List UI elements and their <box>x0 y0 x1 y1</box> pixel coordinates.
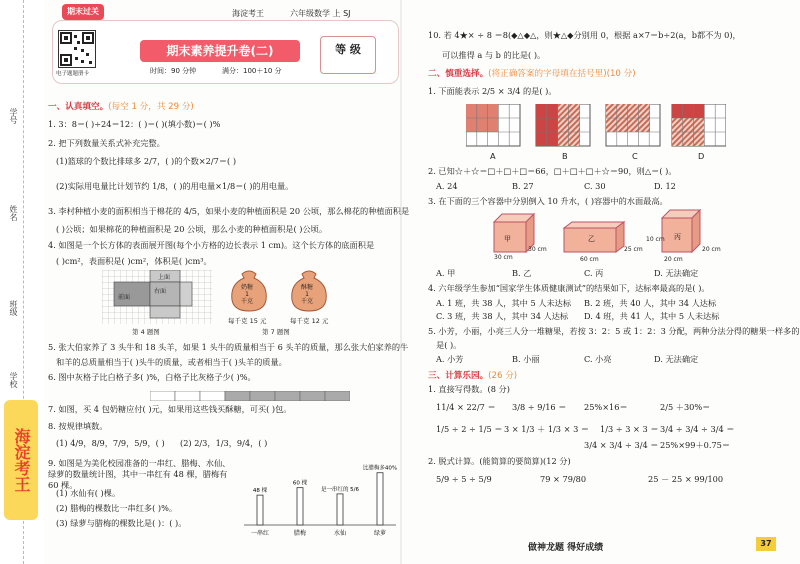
dim-5: 10 cm <box>646 236 665 243</box>
bar-label-3: 比腊梅多40% <box>362 465 398 472</box>
l-q9a: 9. 如图是为美化校园准备的一串红、腊梅、水仙、绿萝的数量统计图，其中一串红有 48 棵，腊梅有 60 棵。 <box>48 458 231 490</box>
l-q6: 6. 图中灰格子比白格子多( )%，白格子比灰格子少( )%。 <box>48 372 256 382</box>
q1-fraction-grids <box>466 104 726 148</box>
grade-label: 等 级 <box>335 43 361 56</box>
r-q2-a: A. 24 <box>436 181 458 191</box>
footer-slogan: 做神龙题 得好成绩 <box>528 543 604 553</box>
r-q4-a: A. 1 班，共 38 人，其中 5 人未达标 <box>436 298 572 308</box>
r-q5-b: B. 小丽 <box>512 354 540 364</box>
l-q8-2: (2) 2/3，1/3，9/4，( ) <box>180 438 268 448</box>
l-q5a: 5. 张大伯家养了 3 头牛和 18 头羊，如果 1 头牛的质量相当于 6 头羊的质量，那么张大伯家养的牛 <box>48 342 409 352</box>
l-q2-1: (1)篮球的个数比排球多 2/7，( )的个数×2/7＝( ) <box>56 156 237 166</box>
l-q8: 8. 按规律填数。 <box>48 421 108 431</box>
calc-4: 2/5 ＋30%＝ <box>660 402 711 412</box>
category-label-1: 腊梅 <box>293 530 307 537</box>
brand-logo: 海淀考王 <box>4 400 38 520</box>
section-3-heading: 三、计算乐园。 <box>428 371 489 381</box>
r-q5a: 5. 小芳，小丽，小亮三人分一堆糖果，若按 3：2：5 或 1：2：3 分配，两种分法分得的糖果一样多的 <box>428 326 800 336</box>
l-q2-2: (2)实际用电量比计划节约 1/8，( )的用电量×1/8＝( )的用电量。 <box>56 181 294 191</box>
section-1-heading: 一、认真填空。 <box>48 102 109 112</box>
grid-d <box>672 104 726 146</box>
series-name: 海淀考王 <box>232 9 264 18</box>
badge-final: 期末过关 <box>62 4 104 20</box>
page-spine <box>400 0 402 564</box>
box-label-yi: 乙 <box>588 235 595 243</box>
r-q2-d: D. 12 <box>654 181 676 191</box>
r-q2: 2. 已知☆＋☆＝□＋□＋□＝66，□＋□＋□＋☆＝90，则△＝( )。 <box>428 166 677 176</box>
r-c2: 2. 脱式计算。(能简算的要简算)(12 分) <box>428 456 571 466</box>
r-q3-b: B. 乙 <box>512 268 532 278</box>
r-q3-a: A. 甲 <box>436 268 456 278</box>
calc-2: 3/8 ÷ 9/16 ＝ <box>512 402 567 412</box>
fig4-caption: 第 4 题图 <box>132 328 160 336</box>
fig4-label-top: 上面 <box>158 274 171 281</box>
label-student-id: 学号 <box>9 108 18 124</box>
bag2-qty: 1 <box>305 291 309 298</box>
l-q8-1: (1) 4/9，8/9，7/9，5/9，( ) <box>56 438 165 448</box>
qr-code[interactable] <box>58 30 96 68</box>
opt-d: D <box>698 151 705 161</box>
r-q4-c: C. 3 班，共 38 人，其中 34 人达标 <box>436 311 569 321</box>
r-q3-c: C. 丙 <box>584 268 604 278</box>
grade-info: 六年级数学 上 SJ <box>290 9 351 18</box>
opt-b: B <box>562 151 568 161</box>
qr-caption: 电子题题册卡 <box>56 71 90 77</box>
calc2-2: 79 × 79/80 <box>540 474 587 484</box>
l-q2: 2. 把下列数量关系式补充完整。 <box>48 138 165 148</box>
calc-10: 25%×99＋0.75＝ <box>660 440 731 450</box>
r-q3-d: D. 无法确定 <box>654 268 699 278</box>
fig7-caption: 第 7 题图 <box>262 328 290 336</box>
calc-6: 3 × 1/3 ＋ 1/3 × 3 ＝ <box>504 424 590 434</box>
l-q3b: ( )公顷；如果棉花的种植面积是 20 公顷，那么小麦的种植面积是( )公顷。 <box>56 224 328 234</box>
category-label-0: 一串红 <box>250 530 270 537</box>
l-q4b: ( )cm²，表面积是( )cm²，体积是( )cm³。 <box>56 256 212 266</box>
l-q3a: 3. 李村种植小麦的面积相当于棉花的 4/5，如果小麦的种植面积是 20 公顷，那么棉花的种植面积是 <box>48 206 410 216</box>
section-2-score: (将正确答案的字母填在括号里)(10 分) <box>488 69 636 79</box>
r-q5-c: C. 小亮 <box>584 354 612 364</box>
exam-time: 时间：90 分钟 <box>150 67 197 75</box>
r-q1: 1. 下面能表示 2/5 × 3/4 的是( )。 <box>428 86 557 96</box>
r-q2-c: C. 30 <box>584 181 606 191</box>
page-number: 37 <box>756 537 776 551</box>
r-q4-d: D. 4 班，共 41 人，其中 5 人未达标 <box>584 311 720 321</box>
bar-label-1: 60 棵 <box>292 480 308 487</box>
dim-7: 20 cm <box>702 246 721 253</box>
r-q5-d: D. 无法确定 <box>654 354 699 364</box>
opt-a: A <box>490 151 496 161</box>
q9-bar-chart <box>240 455 400 539</box>
bar-label-0: 48 棵 <box>252 488 268 495</box>
category-label-3: 绿萝 <box>373 530 387 537</box>
bar-1 <box>297 488 303 525</box>
l-q9-2: (2) 腊梅的棵数比一串红多( )%。 <box>56 503 178 513</box>
calc2-1: 5/9 ÷ 5 ÷ 5/9 <box>436 474 492 484</box>
r-q2-b: B. 27 <box>512 181 534 191</box>
grade-box <box>320 36 376 74</box>
box-label-bing: 丙 <box>674 233 681 241</box>
dim-1: 30 cm <box>494 254 513 261</box>
calc-1: 11/4 × 22/7 ＝ <box>436 402 496 412</box>
exam-score: 满分：100＋10 分 <box>222 67 282 75</box>
page-title: 期末素养提升卷(二) <box>140 40 300 62</box>
bar-2 <box>337 494 343 525</box>
label-school: 学校 <box>9 372 18 388</box>
r-q4: 4. 六年级学生参加“国家学生体质健康测试”的结果如下，达标率最高的是( )。 <box>428 283 710 293</box>
dim-2: 30 cm <box>528 246 547 253</box>
section-1-score: (每空 1 分，共 29 分) <box>108 102 194 112</box>
dim-3: 60 cm <box>580 256 599 263</box>
l-q4a: 4. 如图是一个长方体的表面展开图(每个小方格的边长表示 1 cm)。这个长方体的底面积是 <box>48 240 375 250</box>
bag1-name: 奶糖 <box>241 284 254 291</box>
calc-8: 3/4 ÷ 3/4 ÷ 3/4 ＝ <box>660 424 735 434</box>
l-q1: 1. 3：8＝( )÷24＝12：( )＝( )(填小数)＝( )% <box>48 119 221 129</box>
box-bing <box>662 210 700 252</box>
bag1-unit: 千克 <box>241 298 254 305</box>
r-q3: 3. 在下面的三个容器中分别倒入 10 升水，( )容器中的水面最高。 <box>428 196 668 206</box>
grid-c <box>606 104 660 146</box>
q3-containers <box>486 208 726 262</box>
section-3-score: (26 分) <box>488 371 518 381</box>
section-1-title <box>48 100 194 112</box>
section-2-heading: 二、慎重选择。 <box>428 69 489 79</box>
fig4-label-right: 右面 <box>154 288 167 295</box>
calc2-3: 25 － 25 × 99/100 <box>648 474 724 484</box>
r-q10b: 可以推得 a 与 b 的比是( )。 <box>442 50 546 60</box>
l-q9-1: (1) 水仙有( )棵。 <box>56 488 121 498</box>
dim-6: 20 cm <box>664 256 683 263</box>
grid-a <box>466 104 520 146</box>
r-q4-b: B. 2 班，共 40 人，其中 34 人达标 <box>584 298 717 308</box>
label-name: 姓名 <box>9 205 18 221</box>
r-q5-a: A. 小芳 <box>436 354 464 364</box>
box-label-jia: 甲 <box>504 235 511 243</box>
fig4-label-front: 前面 <box>118 294 131 301</box>
label-class: 班级 <box>9 300 18 316</box>
bag2-name: 酥糖 <box>301 284 314 291</box>
bar-0 <box>257 495 263 525</box>
bag2-text <box>301 284 313 305</box>
calc-9: 3/4 × 3/4 ÷ 3/4 ＝ <box>584 440 659 450</box>
calc-5: 1/5 ÷ 2 ÷ 1/5 ＝ <box>436 424 503 434</box>
section-3-title <box>428 369 517 381</box>
calc-7: 1/3 ÷ 3 × 3 ＝ <box>600 424 659 434</box>
bar-3 <box>377 473 383 525</box>
opt-c: C <box>632 151 638 161</box>
r-q10a: 10. 若 4★× ÷ 8 ＝8(◆△◆△，则★△◆分别用 0，根据 a×7＝b÷2(a，b都不为 0)， <box>428 30 741 40</box>
bar-label-2: 是一串红的 5/6 <box>320 486 360 493</box>
bag1-text <box>241 284 253 305</box>
calc-3: 25%×16＝ <box>584 402 628 412</box>
l-q5b: 和羊的总质量相当于( )头牛的质量，或者相当于( )头羊的质量。 <box>56 357 287 367</box>
category-label-2: 水仙 <box>333 530 347 537</box>
grid-b <box>536 104 590 146</box>
section-2-title <box>428 67 636 79</box>
bag1-price: 每千克 15 元 <box>228 317 267 325</box>
r-q5b: 是( )。 <box>436 340 462 350</box>
bag2-unit: 千克 <box>301 298 314 305</box>
l-q9-3: (3) 绿萝与腊梅的棵数比是( )：( )。 <box>56 518 187 528</box>
q6-grid <box>150 386 350 396</box>
r-c1: 1. 直接写得数。(8 分) <box>428 384 510 394</box>
dim-4: 25 cm <box>624 246 643 253</box>
bag1-qty: 1 <box>245 291 249 298</box>
bag2-price: 每千克 12 元 <box>290 317 329 325</box>
l-q7: 7. 如图，买 4 包奶糖应付( )元，如果用这些钱买酥糖，可买( )包。 <box>48 404 292 414</box>
